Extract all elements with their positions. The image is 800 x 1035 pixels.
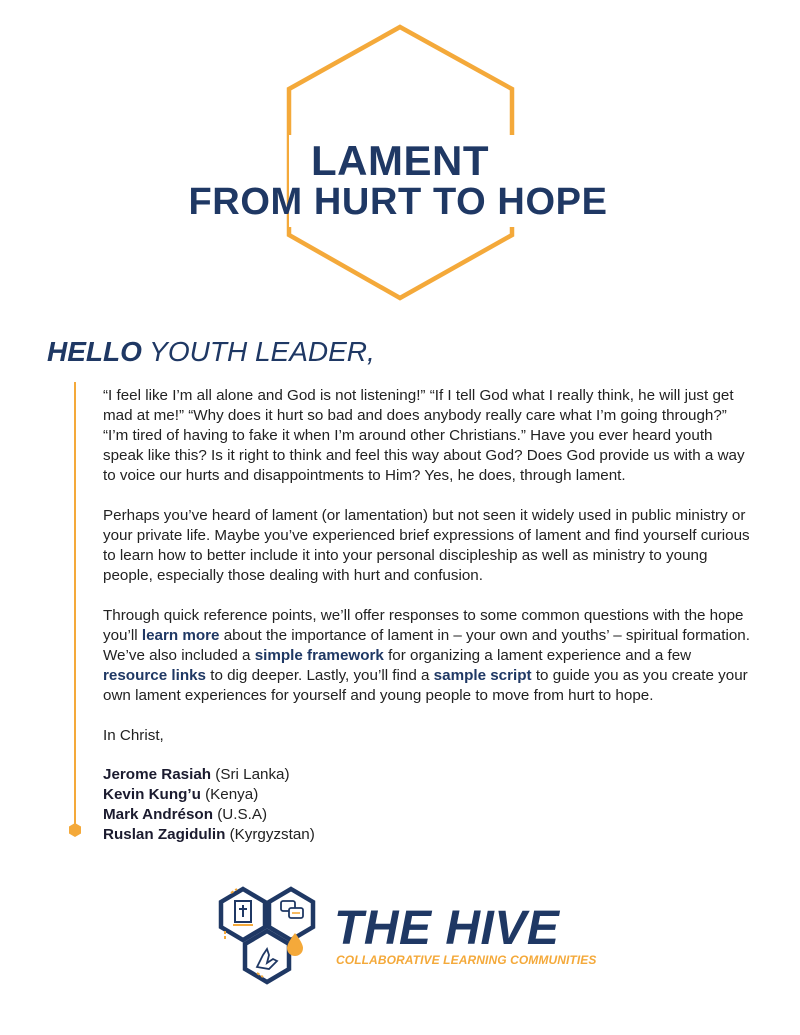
- timeline-line: [74, 382, 76, 824]
- simple-framework-link[interactable]: simple framework: [254, 647, 384, 664]
- greeting-heading: [47, 334, 375, 370]
- resource-links-link[interactable]: resource links: [103, 667, 206, 684]
- p3-text-2: about the importance of lament in – your own and youths’ – spiritual formation. We’ve also included a: [103, 627, 750, 664]
- signatory: [103, 825, 753, 845]
- signatory-country: (Kenya): [200, 786, 259, 803]
- signatory-country: (Kyrgyzstan): [225, 826, 315, 843]
- signatory-list: [103, 765, 753, 845]
- closing: In Christ,: [103, 727, 164, 744]
- p3-text-3: for organizing a lament experience and a few: [383, 647, 692, 664]
- praying-hands-icon: [245, 931, 289, 982]
- signatory: [103, 765, 753, 785]
- signatory-country: (U.S.A): [213, 806, 268, 823]
- p3-text-4: to dig deeper. Lastly, you’ll find a: [206, 667, 434, 684]
- sample-script-link[interactable]: sample script: [433, 667, 532, 684]
- signatory-name: Jerome Rasiah: [103, 766, 212, 783]
- hive-logo-name: THE HIVE: [334, 902, 560, 955]
- hive-logo-icon: [217, 885, 327, 985]
- signatory-name: Ruslan Zagidulin: [103, 826, 226, 843]
- greeting-bold: HELLO: [47, 336, 142, 367]
- paragraph-3: [103, 606, 753, 706]
- page-title: LAMENT: [311, 137, 489, 184]
- signatory: [103, 805, 753, 825]
- p3-text-1: Through quick reference points, we’ll offer responses to some common questions with the hope you’ll: [103, 607, 744, 644]
- greeting-rest: YOUTH LEADER,: [141, 336, 375, 367]
- signatory-name: Mark Andréson: [103, 806, 213, 823]
- learn-more-link[interactable]: learn more: [141, 627, 220, 644]
- page-subtitle: FROM HURT TO HOPE: [188, 181, 608, 223]
- letter-body: [103, 386, 753, 845]
- signatory-name: Kevin Kung’u: [103, 786, 201, 803]
- chat-bubbles-icon: [269, 889, 313, 940]
- hive-logo-tagline: COLLABORATIVE LEARNING COMMUNITIES: [336, 953, 597, 967]
- paragraph-2: Perhaps you’ve heard of lament (or lamentation) but not seen it widely used in public ministry or your private life. Maybe you’ve experienced brief expressions of lament and find yourself curious to learn how to better include it into your personal discipleship as well as ministry to young people, especially those dealing with hurt and confusion.: [103, 507, 750, 584]
- timeline-hex-dot-icon: [67, 822, 83, 838]
- signatory: [103, 785, 753, 805]
- p3-text-5: to guide you as you create your own lament experiences for yourself and young people to move from hurt to hope.: [103, 667, 748, 704]
- bible-icon: [221, 889, 265, 940]
- signatory-country: (Sri Lanka): [211, 766, 290, 783]
- paragraph-1: “I feel like I’m all alone and God is not listening!” “If I tell God what I really think, he will just get mad at me!” “Why does it hurt so bad and does anybody really care what I’m going through?” “I’m tired of having to fake it when I’m around other Christians.” Have you ever heard youth speak like this? Is it right to think and feel this way about God? Does God provide us with a way to voice our hurts and disappointments to Him? Yes, he does, through lament.: [103, 387, 745, 484]
